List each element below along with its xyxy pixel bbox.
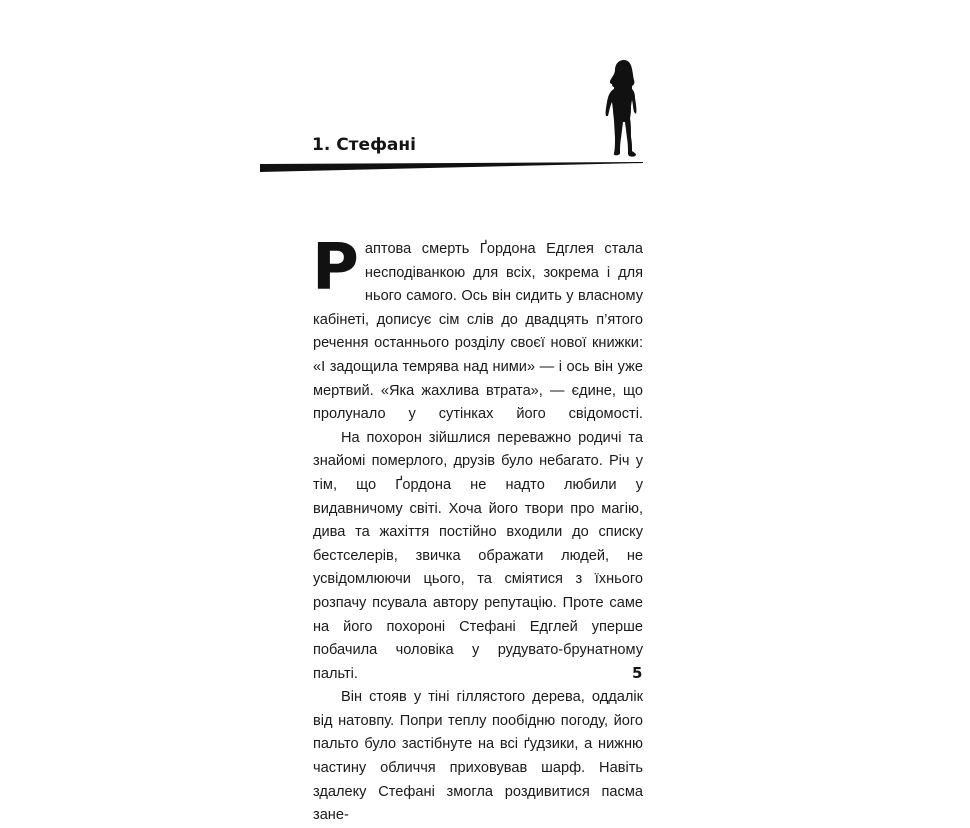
paragraph-1 (312, 231, 643, 427)
drop-cap: Р (312, 231, 359, 305)
standing-girl-silhouette-icon (602, 58, 648, 158)
page-number: 5 (632, 664, 643, 682)
paragraph-1-text: аптова смерть Ґордона Едглея стала несподіванкою для всіх, зокрема і для нього самого. Ось він сидить у власному кабінеті, дописує сім слів до двадцять п’ятого речення останнього розділу своєї нової книжки: «І задощила темрява над ними» — і ось він уже мертвий. «Яка жахлива втрата», — єдине, що пролунало у сутінках його свідомості. (313, 241, 643, 423)
chapter-body-text (312, 231, 643, 828)
paragraph-2: На похорон зійшлися переважно родичі та знайомі померлого, друзів було небагато. Річ у тім, що Ґордона не надто любили у видавничому світі. Хоча його твори про магію, дива та жахіття постійно входили до списку бестселерів, звичка ображати людей, не усвідомлюючи цього, та сміятися з їхнього розпачу псувала автору репутацію. Проте саме на його похороні Стефані Едглей уперше побачила чоловіка у рудувато-брунатному пальті. (313, 429, 643, 682)
chapter-title: 1. Стефані (312, 135, 416, 155)
paragraph-3: Він стояв у тіні гіллястого дерева, оддалік від натовпу. Попри теплу пообідню погоду, його пальто було застібнуте на всі ґудзики, а нижню частину обличчя приховував шарф. Навіть здалеку Стефані змогла роздивитися пасма зане- (313, 689, 643, 824)
